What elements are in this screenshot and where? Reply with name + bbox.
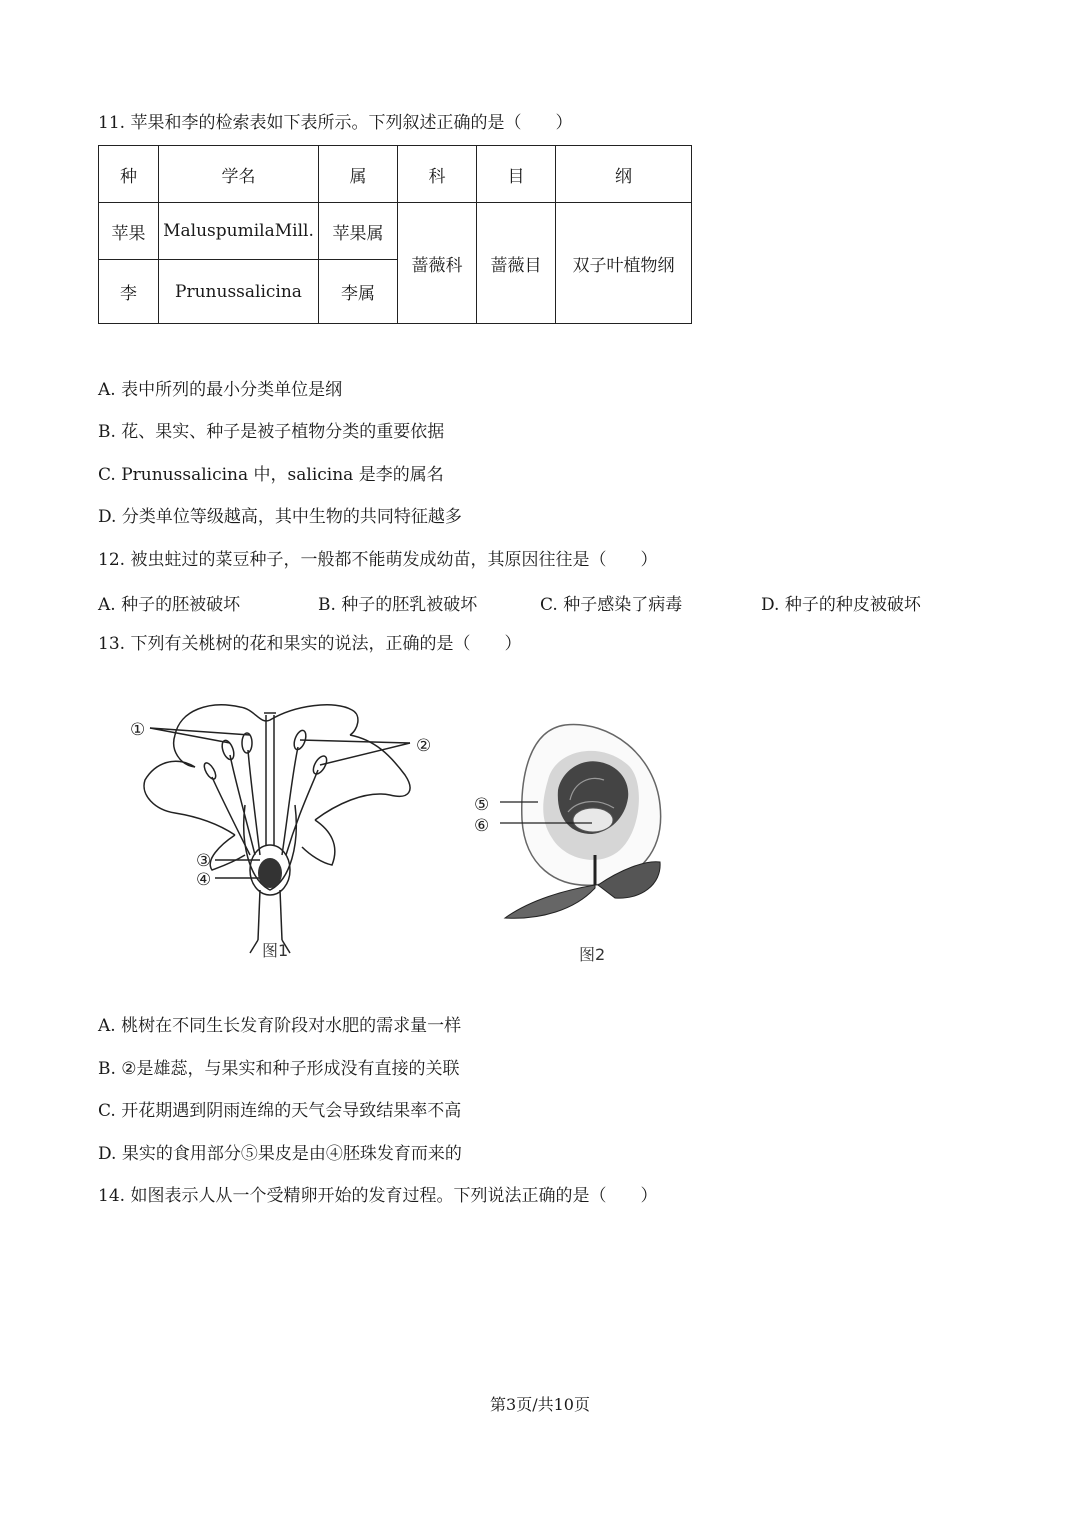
table-cell: 苹果 [99,203,159,260]
table-cell: 李 [99,260,159,324]
table-header: 科 [398,146,477,203]
table-cell-shared: 双子叶植物纲 [556,203,692,324]
classification-table [98,145,692,324]
table-header-row [99,146,692,203]
label-5: ⑤ [474,795,490,815]
table-header: 属 [319,146,398,203]
q14-stem: 14. 如图表示人从一个受精卵开始的发育过程。下列说法正确的是（ ） [98,1186,658,1206]
fruit-illustration [470,720,680,930]
q13-option-c: C. 开花期遇到阴雨连绵的天气会导致结果率不高 [98,1101,462,1121]
table-cell-shared: 蔷薇目 [477,203,556,324]
label-1: ① [130,720,146,740]
q11-option-d: D. 分类单位等级越高，其中生物的共同特征越多 [98,507,462,527]
q12-option-d: D. 种子的种皮被破坏 [761,595,921,615]
q11-stem: 11. 苹果和李的检索表如下表所示。下列叙述正确的是（ ） [98,113,573,133]
q12-option-c: C. 种子感染了病毒 [540,595,683,615]
table-header: 学名 [159,146,319,203]
q11-option-c: C. Prunussalicina 中，salicina 是李的属名 [98,465,444,485]
q13-option-d: D. 果实的食用部分⑤果皮是由④胚珠发育而来的 [98,1144,462,1164]
page-number: 第3页/共10页 [490,1395,590,1414]
q12-option-a: A. 种子的胚被破坏 [98,595,241,615]
fruit-diagram [470,720,680,930]
q12-options [98,590,998,614]
label-4: ④ [196,870,212,890]
table-row [99,203,692,260]
table-cell: MaluspumilaMill. [159,203,319,260]
figure1-caption: 图1 [262,941,289,960]
table-cell: Prunussalicina [159,260,319,324]
q13-option-b: B. ②是雄蕊，与果实和种子形成没有直接的关联 [98,1059,460,1079]
label-3: ③ [196,851,212,871]
flower-diagram [120,695,450,965]
label-6: ⑥ [474,816,490,836]
table-header: 目 [477,146,556,203]
q12-option-b: B. 种子的胚乳被破坏 [318,595,478,615]
table-header: 种 [99,146,159,203]
q12-stem: 12. 被虫蛀过的菜豆种子，一般都不能萌发成幼苗，其原因往往是（ ） [98,550,658,570]
table-cell: 苹果属 [319,203,398,260]
q11-option-a: A. 表中所列的最小分类单位是纲 [98,380,343,400]
table-cell: 李属 [319,260,398,324]
q13-stem: 13. 下列有关桃树的花和果实的说法，正确的是（ ） [98,634,522,654]
table-cell-shared: 蔷薇科 [398,203,477,324]
flower-illustration [120,695,450,965]
label-2: ② [416,736,432,756]
table-header: 纲 [556,146,692,203]
figure2-caption: 图2 [579,945,606,964]
q11-option-b: B. 花、果实、种子是被子植物分类的重要依据 [98,422,445,442]
q13-option-a: A. 桃树在不同生长发育阶段对水肥的需求量一样 [98,1016,462,1036]
